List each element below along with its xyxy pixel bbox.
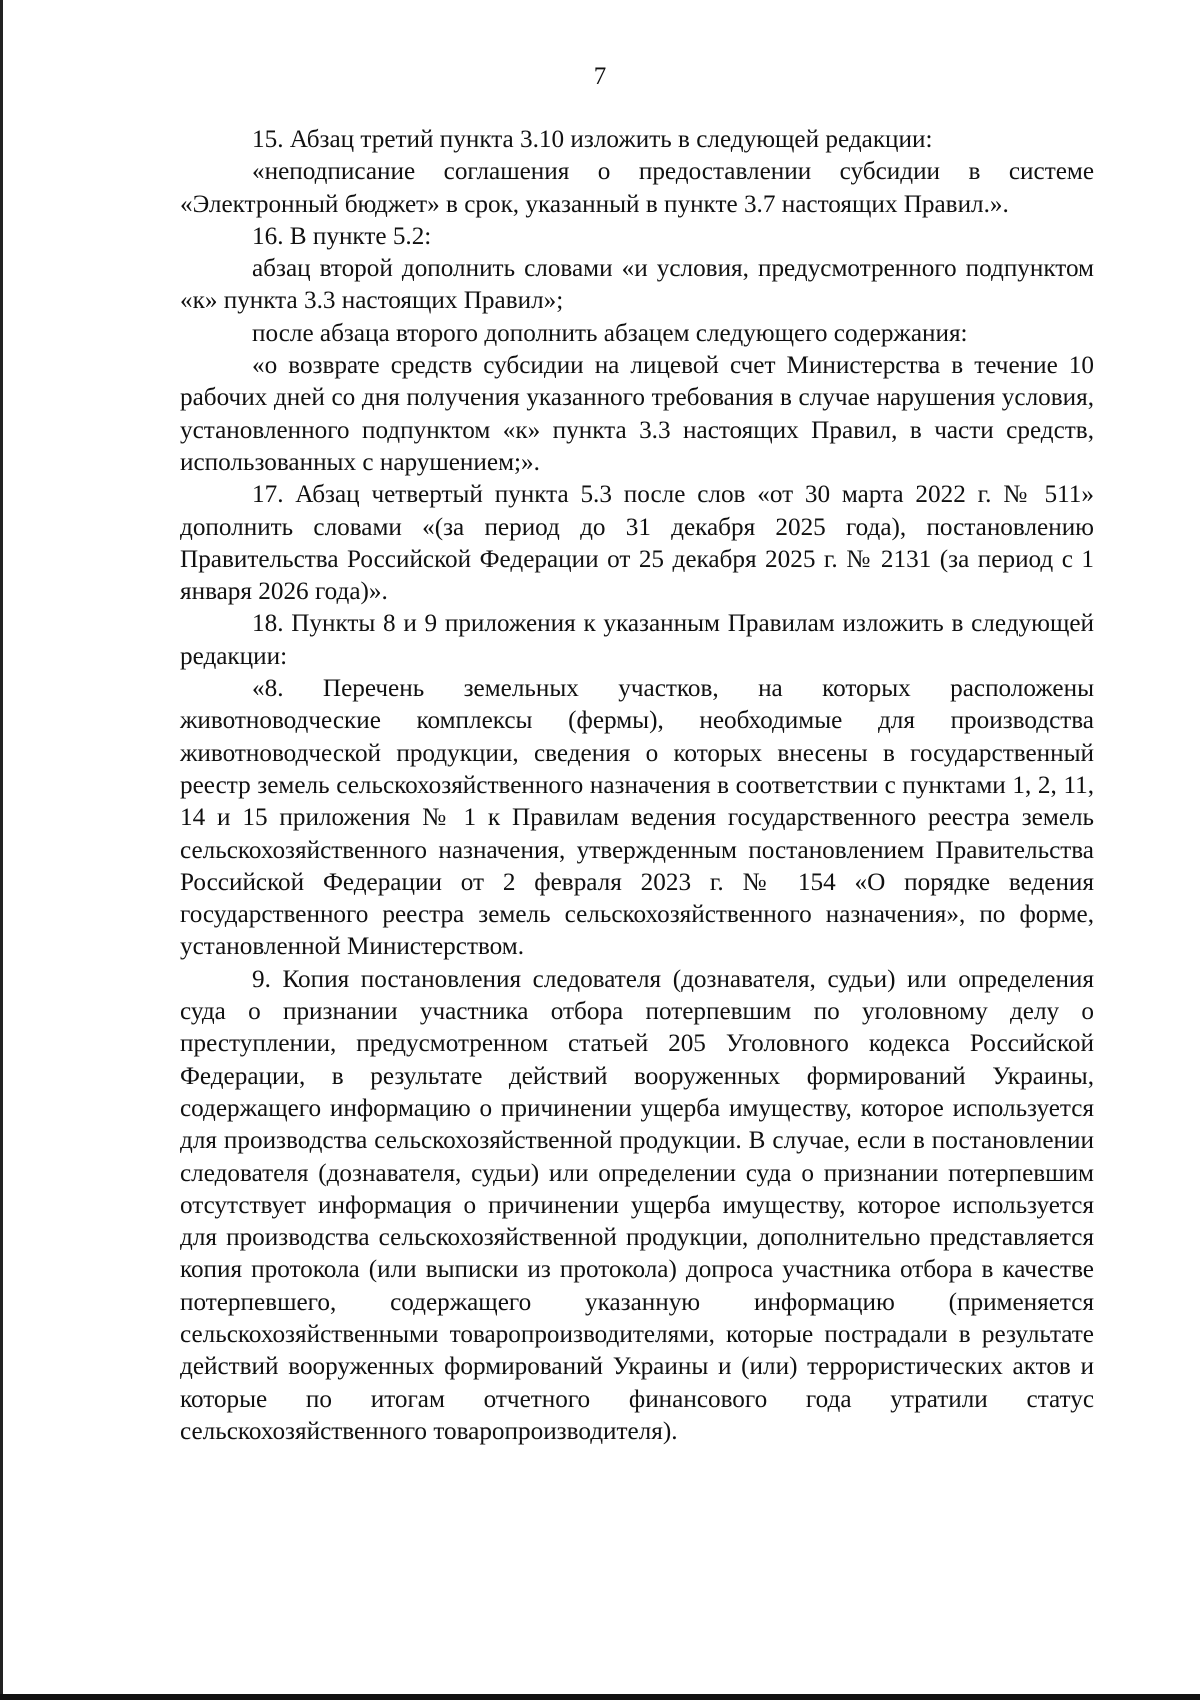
document-body [180, 124, 1094, 1448]
paragraph-item-17: 17. Абзац четвертый пункта 5.3 после слов «от 30 марта 2022 г. № 511» дополнить словами «(за период до 31 декабря 2025 года), постановлению Правительства Российской Федерации от 25 декабря 2025 г. № 2131 (за период с 1 января 2026 года)». [180, 481, 1094, 606]
paragraph-appendix-8: «8. Перечень земельных участков, на которых расположены животноводческие комплексы (фермы), необходимые для производства животноводческой продукции, сведения о которых внесены в государственный реестр земель сельскохозяйственного назначения в соответствии с пунктами 1, 2, 11, 14 и 15 приложения № 1 к Правилам ведения государственного реестра земель сельскохозяйственного назначения, утвержденным постановлением Правительства Российской Федерации от 2 февраля 2023 г. № 154 «О порядке ведения государственного реестра земель сельскохозяйственного назначения», по форме, установленной Министерством. [180, 675, 1094, 961]
paragraph-item-15: 15. Абзац третий пункта 3.10 изложить в следующей редакции: [252, 126, 933, 153]
page-number: 7 [593, 63, 607, 90]
paragraph-item-16: 16. В пункте 5.2: [252, 222, 432, 250]
paragraph-5-2-add: после абзаца второго дополнить абзацем следующего содержания: [252, 319, 968, 347]
paragraph-quote-3-10: «неподписание соглашения о предоставлении субсидии в системе «Электронный бюджет» в срок, указанный в пункте 3.7 настоящих Правил.». [180, 158, 1094, 218]
paragraph-appendix-9: 9. Копия постановления следователя (дознавателя, судьи) или определения суда о признании участника отбора потерпевшим по уголовному делу о преступлении, предусмотренном статьей 205 Уголовного кодекса Российской Федерации, в результате действий вооруженных формирований Украины, содержащего информацию о причинении ущерба имуществу, которое используется для производства сельскохозяйственной продукции. В случае, если в постановлении следователя (дознавателя, судьи) или определении суда о признании потерпевшим отсутствует информация о причинении ущерба имуществу, которое используется для производства сельскохозяйственной продукции, дополнительно представляется копия протокола (или выписки из протокола) допроса участника отбора в качестве потерпевшего, содержащего указанную информацию (применяется сельскохозяйственными товаропроизводителями, которые пострадали в результате действий вооруженных формирований Украины и (или) террористических актов и которые по итогам отчетного финансового года утратили статус сельскохозяйственного товаропроизводителя). [180, 965, 1094, 1445]
paragraph-item-18: 18. Пункты 8 и 9 приложения к указанным Правилам изложить в следующей редакции: [180, 610, 1094, 670]
paragraph-5-2-abzac-2: абзац второй дополнить словами «и условия, предусмотренного подпунктом «к» пункта 3.3 настоящих Правил»; [180, 255, 1094, 315]
paragraph-quote-return: «о возврате средств субсидии на лицевой счет Министерства в течение 10 рабочих дней со дня получения указанного требования в случае нарушения условия, установленного подпунктом «к» пункта 3.3 настоящих Правил, в части средств, использованных с нарушением;». [180, 352, 1094, 476]
scan-left-edge [0, 0, 3, 1700]
scan-bottom-edge [0, 1694, 1200, 1700]
